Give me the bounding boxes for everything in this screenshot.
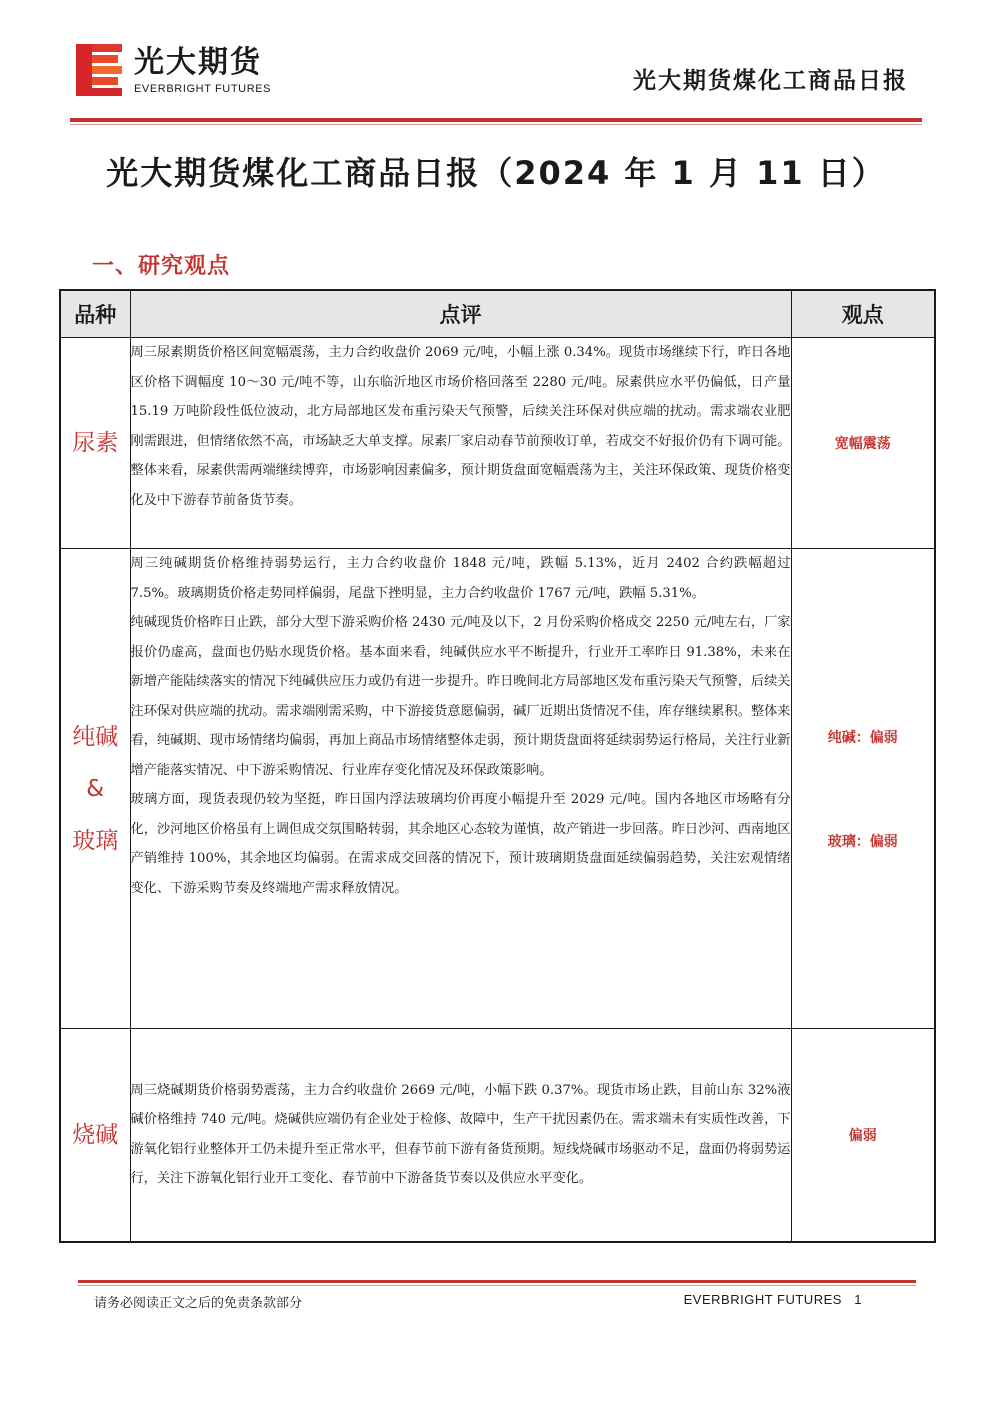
view-label: 宽幅震荡	[834, 436, 891, 452]
table-header-row	[60, 290, 935, 338]
header-divider	[70, 118, 922, 122]
comment-paragraph: 周三烧碱期货价格弱势震荡，主力合约收盘价 2669 元/吨，小幅下跌 0.37%。现货市场止跌，目前山东 32%液碱价格维持 740 元/吨。烧碱供应端仍有企业处于检修、故障中，生产干扰因素仍在。需求端未有实质性改善，下游氧化铝行业整体开工仍未提升至正常水平，但春节前下游有备货预期。短线烧碱市场驱动不足，盘面仍将弱势运行，关注下游氧化铝行业开工变化、春节前中下游备货节奏以及供应水平变化。	[130, 1082, 791, 1187]
footer-brand-page	[684, 1292, 862, 1307]
variety-label: 尿素	[72, 430, 119, 456]
page-number: 1	[854, 1292, 862, 1307]
table-row-caustic-soda	[60, 1029, 935, 1242]
logo-name-en: EVERBRIGHT FUTURES	[134, 83, 272, 95]
research-views-table	[59, 289, 936, 1243]
comment-paragraph: 纯碱现货价格昨日止跌，部分大型下游采购价格 2430 元/吨及以下，2 月份采购价格成交 2250 元/吨左右，厂家报价仍虚高，盘面也仍贴水现货价格。基本面来看，纯碱供应水平不断提升，行业开工率昨日 91.38%，未来在新增产能陆续落实的情况下纯碱供应压力或仍有进一步提升。昨日晚间北方局部地区发布重污染天气预警，后续关注环保对供应端的扰动。需求端刚需采购，中下游接货意愿偏弱，碱厂近期出货情况不佳，库存继续累积。整体来看，纯碱期、现市场情绪均偏弱，再加上商品市场情绪整体走弱，预计期货盘面将延续弱势运行格局，关注行业新增产能落实情况、中下游采购情况、行业库存变化情况及环保政策影响。	[130, 615, 791, 778]
footer-divider	[78, 1280, 916, 1283]
document-title: 光大期货煤化工商品日报（2024 年 1 月 11 日）	[106, 154, 886, 192]
everbright-logo-icon	[76, 44, 122, 96]
comment-paragraph: 周三尿素期货价格区间宽幅震荡，主力合约收盘价 2069 元/吨，小幅上涨 0.34%。现货市场继续下行，昨日各地区价格下调幅度 10～30 元/吨不等，山东临沂地区市场价格回落至 2280 元/吨。尿素供应水平仍偏低，日产量 15.19 万吨阶段性低位波动，北方局部地区发布重污染天气预警，后续关注环保对供应端的扰动。需求端农业肥刚需跟进，但情绪依然不高，市场缺乏大单支撑。尿素厂家启动春节前预收订单，若成交不好报价仍有下调可能。整体来看，尿素供需两端继续博弈，市场影响因素偏多，预计期货盘面宽幅震荡为主，关注环保政策、现货价格变化及中下游春节前备货节奏。	[130, 345, 791, 508]
variety-label: &	[86, 775, 105, 802]
footer-brand: EVERBRIGHT FUTURES	[683, 1292, 842, 1307]
column-header-variety: 品种	[60, 290, 130, 338]
view-cell	[791, 549, 935, 1029]
view-cell	[791, 338, 935, 549]
variety-label: 纯碱	[72, 723, 119, 750]
column-header-comment: 点评	[130, 290, 791, 338]
variety-label: 玻璃	[72, 827, 119, 854]
view-label: 纯碱：偏弱	[827, 729, 898, 746]
comment-cell	[130, 549, 791, 1029]
header-title: 光大期货煤化工商品日报	[633, 68, 908, 94]
brand-logo	[76, 44, 296, 100]
comment-paragraph: 周三纯碱期货价格维持弱势运行，主力合约收盘价 1848 元/吨，跌幅 5.13%，近月 2402 合约跌幅超过 7.5%。玻璃期货价格走势同样偏弱，尾盘下挫明显，主力合约收盘价 1767 元/吨，跌幅 5.31%。	[130, 556, 791, 601]
view-spacer	[792, 747, 935, 831]
footer-disclaimer: 请务必阅读正文之后的免责条款部分	[94, 1296, 303, 1311]
variety-cell	[60, 1029, 130, 1242]
variety-label: 烧碱	[72, 1121, 119, 1148]
comment-paragraph: 玻璃方面，现货表现仍较为坚挺，昨日国内浮法玻璃均价再度小幅提升至 2029 元/吨。国内各地区市场略有分化，沙河地区价格虽有上调但成交氛围略转弱，其余地区心态较为谨慎，故产销进一步回落。昨日沙河、西南地区产销维持 100%，其余地区均偏弱。在需求成交回落的情况下，预计玻璃期货盘面延续偏弱趋势，关注宏观情绪变化、下游采购节奏及终端地产需求释放情况。	[130, 792, 791, 896]
view-label: 玻璃：偏弱	[827, 833, 898, 850]
variety-cell	[60, 549, 130, 1029]
header-divider-thin	[70, 124, 922, 125]
variety-cell	[60, 338, 130, 549]
comment-cell	[130, 1029, 791, 1242]
view-label: 偏弱	[848, 1127, 877, 1144]
footer-divider-thin	[78, 1285, 916, 1286]
logo-name-cn: 光大期货	[134, 45, 262, 80]
table-row-soda-glass	[60, 549, 935, 1029]
view-cell	[791, 1029, 935, 1242]
comment-cell	[130, 338, 791, 549]
table-row-urea	[60, 338, 935, 549]
column-header-view: 观点	[791, 290, 935, 338]
section-heading: 一、研究观点	[92, 254, 231, 279]
